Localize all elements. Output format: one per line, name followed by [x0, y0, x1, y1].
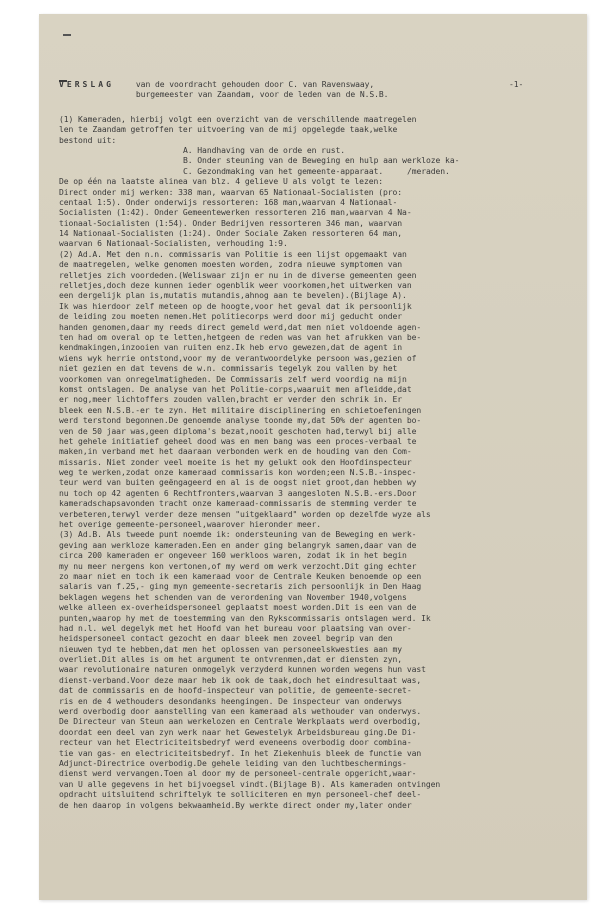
text-line: ten had om overal op te letten,hetgeen de reden was van het afrukken van be- — [59, 332, 422, 342]
document-body — [59, 80, 569, 811]
text-line: relletjes zich voordeden.(Weliswaar zijn er nu in de diverse gemeenten geen — [59, 270, 417, 280]
text-line: punten,waarop hy met de toestemming van den Rykscommissaris ontslagen werd. Ik — [59, 613, 431, 623]
text-line: De op één na laatste alinea van blz. 4 gelieve U als volgt te lezen: — [59, 177, 383, 187]
ink-mark — [63, 34, 71, 36]
text-line: welke alleen ex-overheidspersoneel geplaatst moest worden.Dit is een van de — [59, 603, 417, 613]
text-line: my nu meer nergens kon vertonen,of my werd om werk verzocht.Dit ging echter — [59, 561, 417, 571]
text-line: heidspersoneel contact gezocht en daar bleek men zoveel begrip van den — [59, 634, 393, 644]
text-line: len te Zaandam getroffen ter uitvoering van de mij opgelegde taak,welke — [59, 125, 398, 135]
text-line: weg te werken,zodat onze kameraad commissaris kon worden;een N.S.B.-inspec- — [59, 468, 417, 478]
text-line: er nog,meer lichtoffers zouden vallen,bracht er verder den schrik in. Er — [59, 395, 403, 405]
text-line: waar revolutionaire naturen onmogelyk verzyderd kunnen worden wegens hun vast — [59, 665, 426, 675]
text-line: recteur van het Electriciteitsbedryf werd eveneens overbodig door combina- — [59, 738, 412, 748]
text-line: (2) Ad.A. Met den n.n. commissaris van Politie is een lijst opgemaakt van — [59, 249, 407, 259]
text-line: maken,in verband met het daaraan verbonden werk en de houding van den Com- — [59, 447, 412, 457]
text-line: de hen daarop in volgens bekwaamheid.By werkte direct onder my,later onder — [59, 800, 412, 810]
text-line: Adjunct-Directrice overbodig.De gehele leiding van den luchtbeschermings- — [59, 759, 407, 768]
text-line: handen genomen,daar my reeds direct gemeld werd,dat men niet voldoende agen- — [59, 322, 422, 332]
text-line: tionaal-Socialisten (1:54). Onder Bedrijven ressorteren 346 man, waarvan — [59, 218, 403, 228]
text-line: geving aan werkloze kameraden.Een en ander ging belangryk samen,daar van de — [59, 540, 417, 550]
page-number: -1- — [509, 80, 524, 89]
text-line: 14 Nationaal-Socialisten (1:24). Onder Sociale Zaken ressorteren 64 man, — [59, 229, 403, 239]
text-line: had n.l. wel degelyk met het Hoofd van het bureau voor plaatsing van over- — [59, 623, 412, 633]
text-line: opdracht uitsluitend schriftelyk te solliciteren en myn personeel-chef deel- — [59, 790, 422, 800]
intro-paragraph — [59, 115, 569, 146]
text-line: zo maar niet en toch ik een kameraad voor de Centrale Keuken benoemde op een — [59, 571, 422, 581]
text-line: missaris. Niet zonder veel moeite is het my gelukt ook den Hoofdinspecteur — [59, 457, 412, 467]
text-line: tie van gas- en electriciteitsbedryf. In het Ziekenhuis bleek de functie van — [59, 748, 422, 758]
text-line: het overige gemeente-personeel,waarover hieronder meer. — [59, 520, 322, 530]
text-line: De Directeur van Steun aan werkelozen en Centrale Werkplaats werd overbodig, — [59, 717, 422, 727]
heading-title: VERSLAG — [59, 80, 114, 89]
text-line: teur werd van buiten geëngageerd en al is de oogst niet groot,dan hebben wy — [59, 478, 417, 488]
text-line: nieuwen tyd te hebben,dat men het oplossen van personeelskwesties aan my — [59, 644, 403, 654]
text-line: de maatregelen, welke genomen moesten worden, zodra nieuwe symptomen van — [59, 260, 403, 270]
text-line: werd terstond begonnen.De genoemde analyse toonde my,dat 50% der agenten bo- — [59, 416, 422, 426]
text-line: dienst-verband.Voor deze maar heb ik ook de taak,doch het eindresultaat was, — [59, 675, 422, 685]
text-line: dat de commissaris en de hoofd-inspecteur van politie, de gemeente-secret- — [59, 686, 412, 696]
task-item: B. Onder steuning van de Beweging en hulp aan werkloze ka- — [183, 156, 460, 166]
text-line: waarvan 6 Nationaal-Socialisten, verhouding 1:9. — [59, 239, 288, 249]
text-line: verbeteren,terwyl verder deze mensen "uitgeklaard" worden op dezelfde wyze als — [59, 509, 431, 519]
text-line: een dergelijk plan is,mutatis mutandis,ahnog aan te bevelen).(Bijlage A). — [59, 291, 407, 301]
text-line: ven de 50 jaar was,geen diploma's bezat,nooit geschoten had,terwyl bij alle — [59, 426, 417, 436]
text-line: bestond uit: — [59, 135, 117, 145]
task-item: A. Handhaving van de orde en rust. — [183, 145, 345, 155]
text-line: overliet.Dit alles is om het argument te ontvrenmen,dat er diensten zyn, — [59, 655, 403, 665]
document-heading — [59, 80, 569, 101]
text-line: wiens wyk herrie ontstond,voor my de verantwoordelyke persoon was,gezien of — [59, 353, 417, 363]
text-line: salaris van f.25,- ging myn gemeente-secretaris zich persoonlijk in Den Haag — [59, 582, 422, 592]
body-text — [59, 177, 569, 811]
text-line: beklagen wegens het schenden van de verordening van November 1940,volgens — [59, 592, 407, 602]
text-line: Ik was hierdoor zelf meteen op de hoogte,voor het geval dat ik persoonlijk — [59, 301, 412, 311]
heading-line: van de voordracht gehouden door C. van Ravenswaay, — [135, 80, 375, 89]
text-line: (1) Kameraden, hierbij volgt een overzicht van de verschillende maatregelen — [59, 114, 417, 124]
text-line: (3) Ad.B. Als tweede punt noemde ik: ondersteuning van de Beweging en werk- — [59, 530, 417, 540]
text-line: het gehele initiatief geheel dood was en men bang was een proces-verbaal te — [59, 436, 417, 446]
text-line: kameradschapsavonden tracht onze kameraad-commissaris de stemming verder te — [59, 499, 417, 509]
text-line: kendmakingen,inzooien van ruiten enz.Ik heb ervo gewezen,dat de agent in — [59, 343, 403, 353]
text-line: bleek een N.S.B.-er te zyn. Het militaire disciplinering en schietoefeningen — [59, 405, 422, 415]
task-item: C. Gezondmaking van het gemeente-apparaat. /meraden. — [183, 166, 450, 176]
text-line: werd overbodig door aanstelling van een kameraad als wethouder van onderwys. — [59, 707, 422, 717]
text-line: komst ontslagen. De analyse van het Politie-corps,waaruit men afleidde,dat — [59, 384, 412, 394]
text-line: relletjes,doch deze kunnen ieder ogenblik weer voorkomen,het uitwerken van — [59, 281, 412, 291]
text-line: Socialisten (1:42). Onder Gemeentewerken ressorteren 216 man,waarvan 4 Na- — [59, 208, 412, 218]
text-line: de leiding zou moeten nemen.Het politiecorps werd door mij geducht onder — [59, 312, 403, 322]
text-line: nu toch op 42 agenten 6 Rechtfronters,waarvan 3 aangesloten N.S.B.-ers.Door — [59, 488, 417, 498]
text-line: voorkomen van onregelmatigheden. De Commissaris zelf werd voordig na mijn — [59, 374, 407, 384]
text-line: doordat een deel van zyn werk naar het Gewestelyk Arbeidsbureau ging.De Di- — [59, 727, 417, 737]
text-line: van U alle gegevens in het bijvoegsel vindt.(Bijlage B). Als kameraden ontvingen — [59, 779, 441, 789]
task-list — [59, 146, 569, 177]
text-line: circa 200 kameraden er ongeveer 160 werkloos waren, zodat ik in het begin — [59, 551, 407, 561]
text-line: dienst werd vervangen.Toen al door my de personeel-centrale opgericht,waar- — [59, 769, 417, 779]
text-line: Direct onder mij werken: 338 man, waarvan 65 Nationaal-Socialisten (pro: — [59, 187, 403, 197]
text-line: centaal 1:5). Onder onderwijs ressorteren: 168 man,waarvan 4 Nationaal- — [59, 197, 398, 207]
text-line: ris en de 4 wethouders desondanks heengingen. De inspecteur van onderwys — [59, 696, 403, 706]
heading-line: burgemeester van Zaandam, voor de leden van de N.S.B. — [135, 90, 389, 100]
text-line: niet gezien en dat tevens de w.n. commissaris tegelyk zou vallen by het — [59, 364, 398, 374]
